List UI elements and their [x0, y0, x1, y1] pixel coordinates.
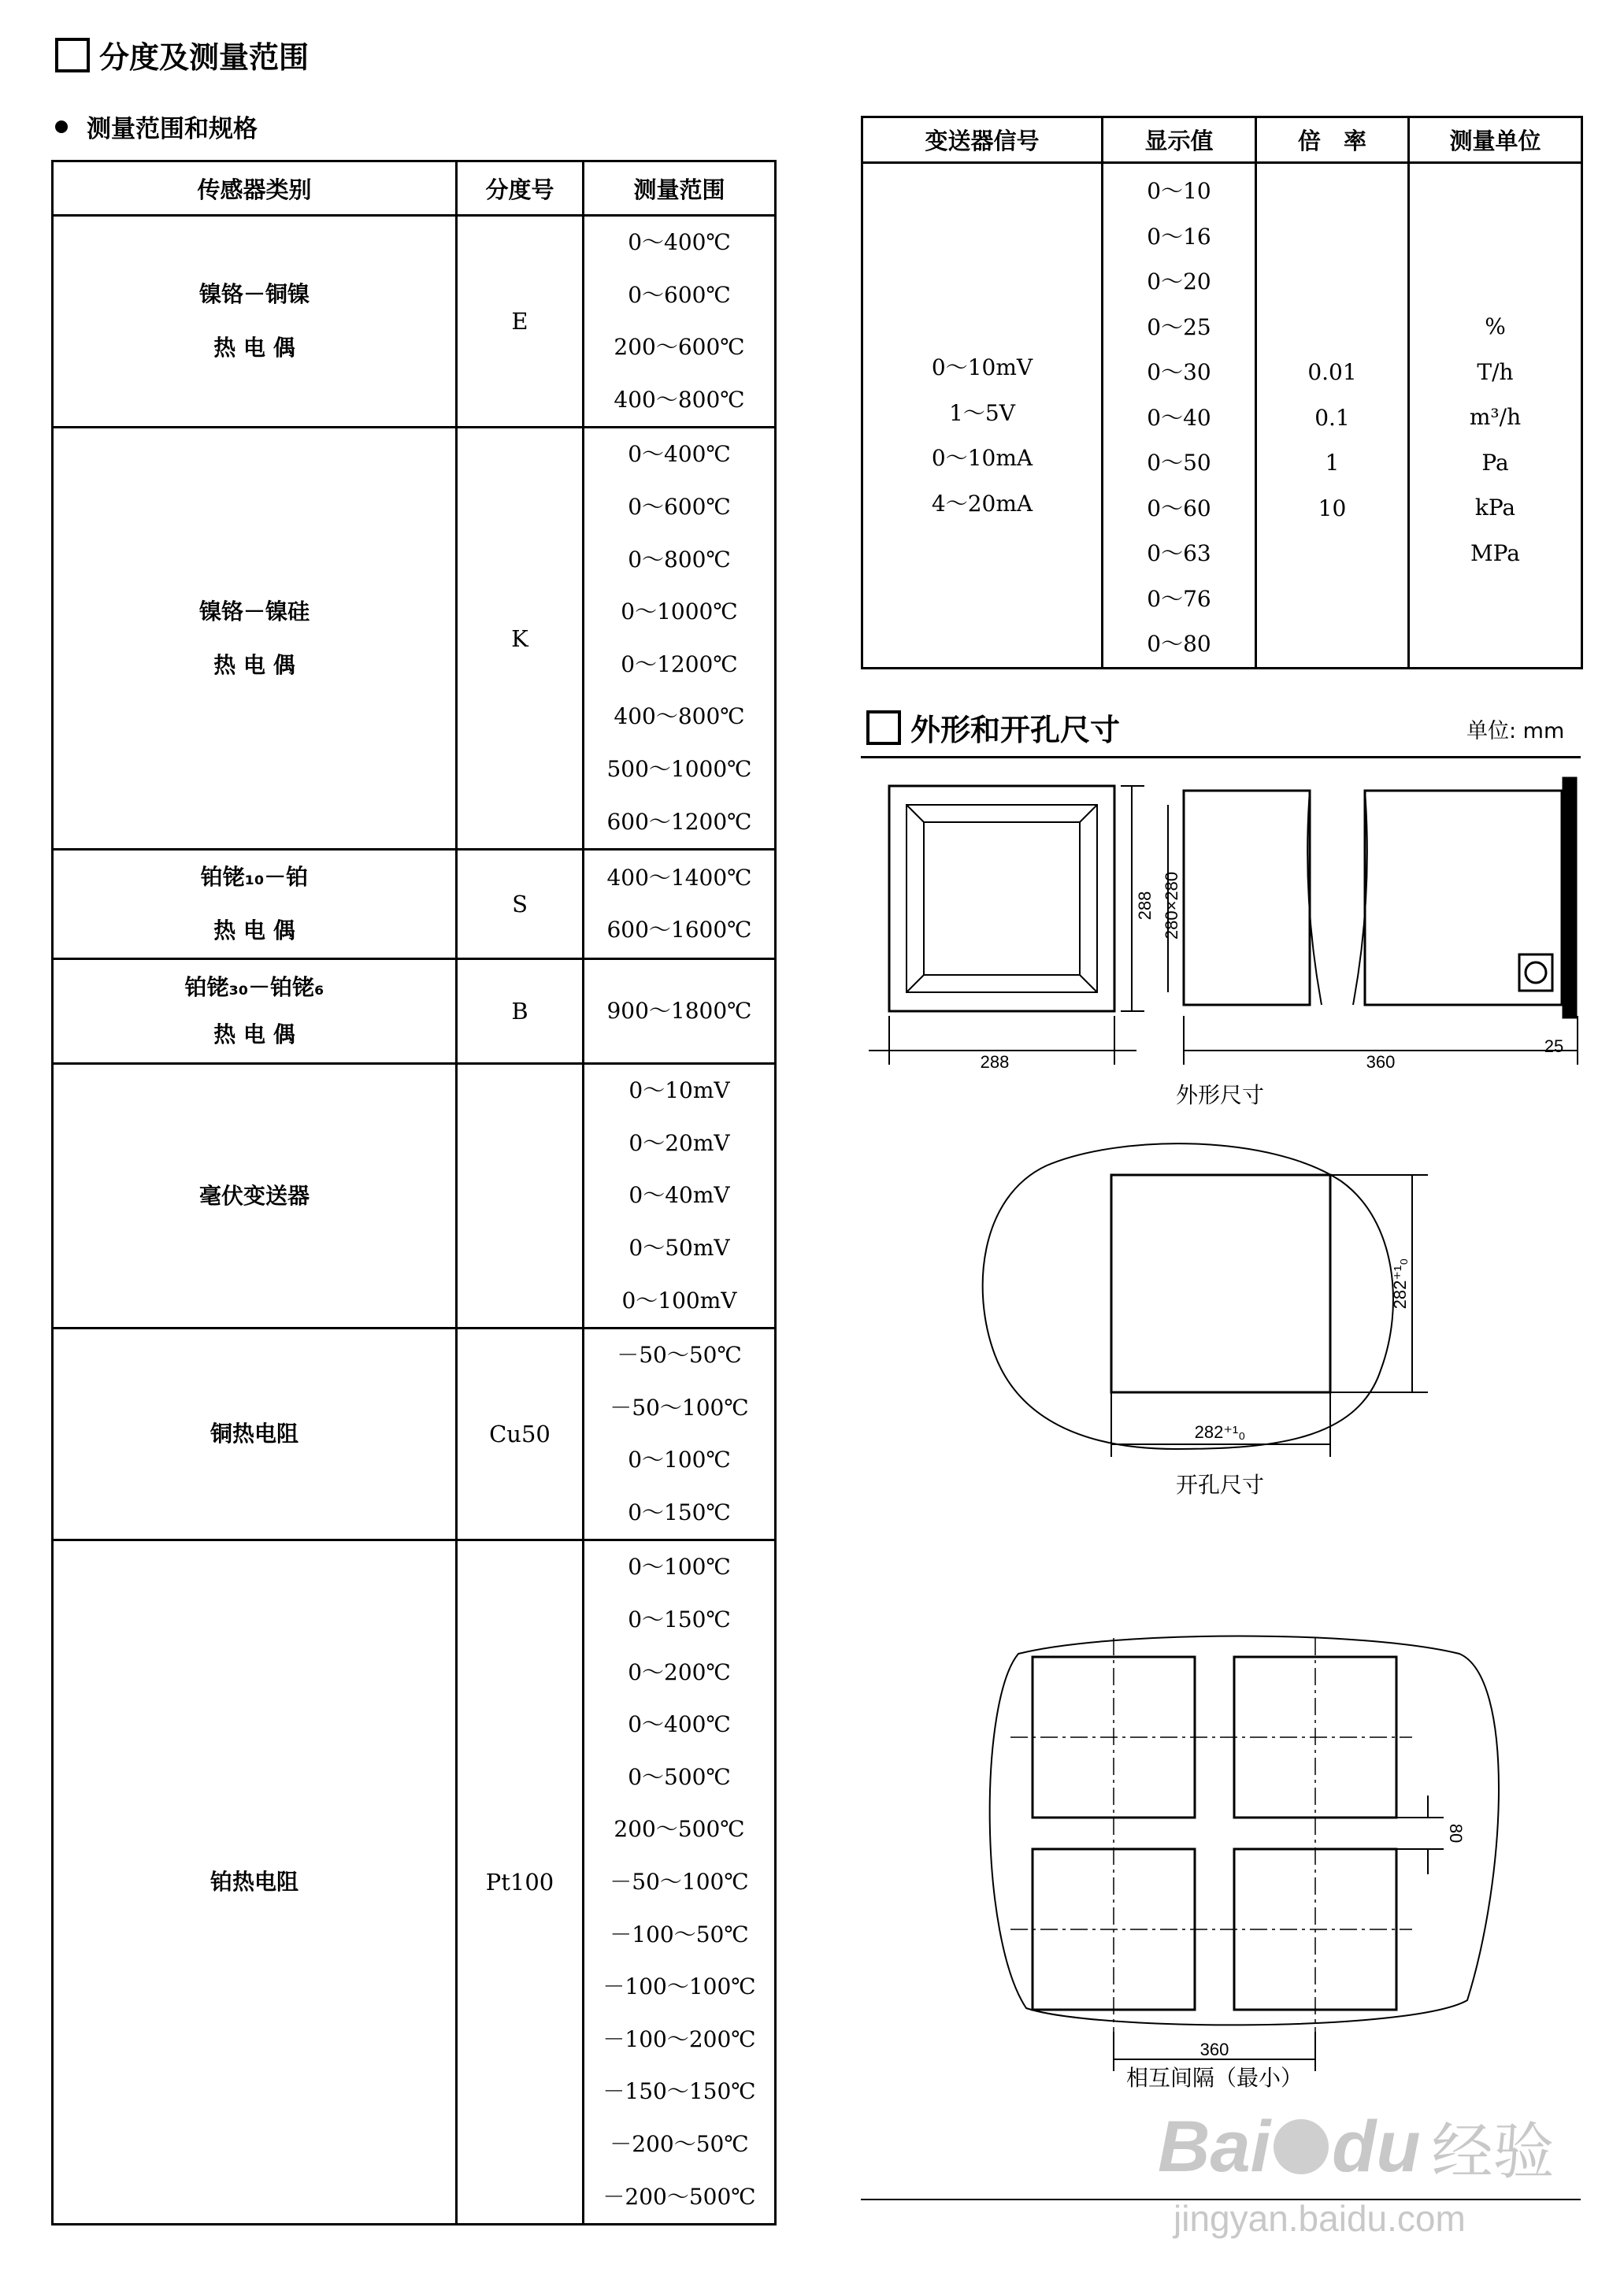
table-row	[53, 216, 776, 428]
table-header-row	[53, 161, 776, 216]
multiplier-list: 0.01 0.1 1 10	[1256, 163, 1409, 669]
measurement-range-table	[51, 160, 777, 2225]
graduation-code: E	[457, 216, 584, 428]
bullet-icon	[55, 120, 68, 133]
signal-list: 0～10mV 1～5V 0～10mA 4～20mA	[862, 163, 1103, 669]
sensor-category: 镍铬－铜镍 热 电 偶	[53, 216, 457, 428]
side-view-body	[1184, 791, 1310, 1005]
section-title	[55, 33, 309, 76]
depth-label: 360	[1366, 1052, 1396, 1072]
unit-note: 单位: mm	[1466, 719, 1565, 743]
sensor-category: 铜热电阻	[53, 1329, 457, 1540]
subsection-title-text: 测量范围和规格	[87, 115, 258, 143]
header-multiplier: 倍 率	[1256, 117, 1409, 163]
table-row	[862, 163, 1582, 669]
range-list: －50～50℃ －50～100℃ 0～100℃ 0～150℃	[584, 1329, 776, 1540]
pitch-note: 相互间隔（最小）	[1125, 2065, 1303, 2091]
table-row	[53, 959, 776, 1064]
dimension-drawings	[861, 756, 1581, 2166]
flange-label: 25	[1544, 1036, 1564, 1056]
section-title-text: 分度及测量范围	[99, 40, 310, 75]
table-row	[53, 1540, 776, 2225]
front-height-label: 288	[1135, 891, 1155, 921]
watermark-logo: Bai du 经验	[1158, 2106, 1555, 2188]
sensor-category: 铂热电阻	[53, 1540, 457, 2225]
cutout-rect	[1111, 1175, 1330, 1392]
graduation-code: Pt100	[457, 1540, 584, 2225]
header-range: 测量范围	[584, 161, 776, 216]
paw-icon	[1274, 2119, 1329, 2174]
sensor-category: 镍铬－镍硅 热 电 偶	[53, 428, 457, 850]
gap-label: 80	[1446, 1823, 1466, 1844]
outline-caption: 外形尺寸	[1175, 1082, 1265, 1108]
subsection-title	[55, 109, 258, 144]
section-title-dimensions: 外形和开孔尺寸	[866, 706, 1120, 749]
graduation-code: B	[457, 959, 584, 1064]
range-list: 900～1800℃	[584, 959, 776, 1064]
cutout-height-label: 282⁺¹₀	[1390, 1258, 1410, 1310]
table-header-row	[862, 117, 1582, 163]
range-list: 0～10mV 0～20mV 0～40mV 0～50mV 0～100mV	[584, 1064, 776, 1329]
graduation-code: Cu50	[457, 1329, 584, 1540]
cutout-width-label: 282⁺¹₀	[1194, 1422, 1246, 1442]
watermark-url: jingyan.baidu.com	[1174, 2198, 1466, 2239]
unit-list: % T/h m³/h Pa kPa MPa	[1409, 163, 1582, 669]
table-row	[53, 1329, 776, 1540]
table-row	[53, 850, 776, 959]
graduation-code: K	[457, 428, 584, 850]
sensor-category: 铂铑₃₀－铂铑₆ 热 电 偶	[53, 959, 457, 1064]
sensor-category: 铂铑₁₀－铂 热 电 偶	[53, 850, 457, 959]
cutout-caption: 开孔尺寸	[1175, 1472, 1265, 1498]
header-unit: 测量单位	[1409, 117, 1582, 163]
header-signal: 变送器信号	[862, 117, 1103, 163]
range-list: 0～400℃ 0～600℃ 0～800℃ 0～1000℃ 0～1200℃ 400～800℃ 500～1000℃ 600～1200℃	[584, 428, 776, 850]
pitch-label: 360	[1199, 2040, 1229, 2059]
bezel-label: 280×280	[1162, 871, 1181, 940]
range-list: 0～100℃ 0～150℃ 0～200℃ 0～400℃ 0～500℃ 200～500℃ －50～100℃ －100～50℃ －100～100℃ －100～200℃ －150～150℃ －200～50℃ －200～500℃	[584, 1540, 776, 2225]
front-view-frame	[889, 786, 1114, 1011]
header-sensor-type: 传感器类别	[53, 161, 457, 216]
transmitter-table	[861, 116, 1583, 669]
checkbox-square-icon	[55, 38, 90, 72]
table-row	[53, 428, 776, 850]
graduation-code: S	[457, 850, 584, 959]
range-list: 400～1400℃ 600～1600℃	[584, 850, 776, 959]
sensor-category: 毫伏变送器	[53, 1064, 457, 1329]
graduation-code	[457, 1064, 584, 1329]
header-display: 显示值	[1103, 117, 1256, 163]
checkbox-square-icon	[866, 710, 901, 745]
display-value-list: 0～10 0～16 0～20 0～25 0～30 0～40 0～50 0～60 0～63 0～76 0～80	[1103, 163, 1256, 669]
table-row	[53, 1064, 776, 1329]
front-width-label: 288	[980, 1052, 1010, 1072]
range-list: 0～400℃ 0～600℃ 200～600℃ 400～800℃	[584, 216, 776, 428]
header-graduation: 分度号	[457, 161, 584, 216]
